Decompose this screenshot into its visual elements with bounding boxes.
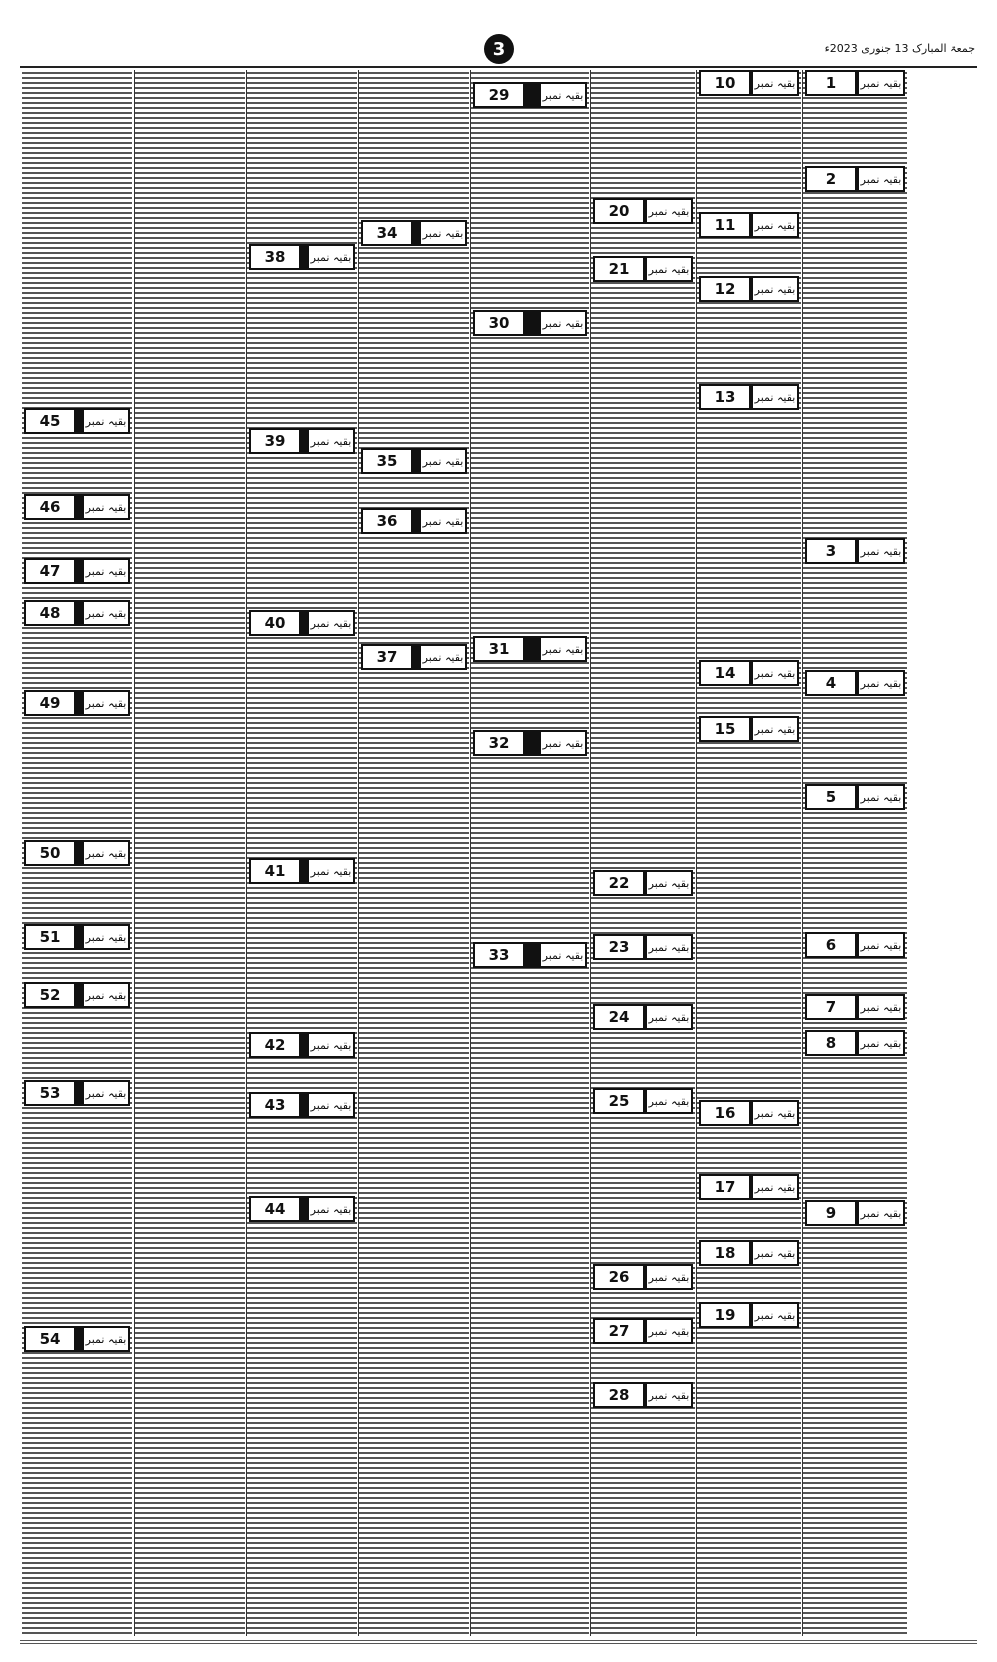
continuation-label: بقیہ نمبر [541, 312, 585, 334]
continuation-box [805, 670, 905, 696]
heading-bar [523, 638, 541, 660]
continuation-label: بقیہ نمبر [647, 1384, 691, 1406]
continuation-box [699, 212, 799, 238]
continuation-box [699, 1302, 799, 1328]
continuation-number: 6 [807, 934, 855, 956]
heading-bar [523, 732, 541, 754]
continuation-number: 44 [251, 1198, 299, 1220]
continuation-number: 34 [363, 222, 411, 244]
continuation-number: 20 [595, 200, 643, 222]
continuation-box [593, 1004, 693, 1030]
heading-bar [74, 496, 84, 518]
heading-bar [411, 222, 421, 244]
continuation-number: 24 [595, 1006, 643, 1028]
continuation-label: بقیہ نمبر [309, 1034, 353, 1056]
continuation-box [593, 1382, 693, 1408]
continuation-label: بقیہ نمبر [309, 430, 353, 452]
continuation-number: 47 [26, 560, 74, 582]
continuation-box [805, 1200, 905, 1226]
continuation-box [473, 942, 587, 968]
continuation-box [593, 1088, 693, 1114]
heading-bar [299, 246, 309, 268]
continuation-label: بقیہ نمبر [84, 1082, 128, 1104]
continuation-label: بقیہ نمبر [859, 934, 903, 956]
heading-bar [299, 1034, 309, 1056]
continuation-box [593, 934, 693, 960]
continuation-number: 14 [701, 662, 749, 684]
continuation-number: 10 [701, 72, 749, 94]
continuation-number: 43 [251, 1094, 299, 1116]
continuation-label: بقیہ نمبر [647, 1266, 691, 1288]
continuation-box [361, 508, 467, 534]
continuation-number: 4 [807, 672, 855, 694]
continuation-label: بقیہ نمبر [421, 646, 465, 668]
continuation-number: 49 [26, 692, 74, 714]
continuation-label: بقیہ نمبر [309, 1094, 353, 1116]
continuation-label: بقیہ نمبر [84, 1328, 128, 1350]
continuation-box [24, 494, 130, 520]
issue-date: جمعۃ المبارک 13 جنوری 2023ء [824, 42, 975, 55]
continuation-number: 45 [26, 410, 74, 432]
continuation-number: 54 [26, 1328, 74, 1350]
page-header [0, 0, 997, 60]
continuation-label: بقیہ نمبر [421, 222, 465, 244]
continuation-label: بقیہ نمبر [647, 872, 691, 894]
continuation-label: بقیہ نمبر [84, 692, 128, 714]
continuation-label: بقیہ نمبر [753, 386, 797, 408]
continuation-label: بقیہ نمبر [309, 246, 353, 268]
continuation-label: بقیہ نمبر [753, 662, 797, 684]
continuation-label: بقیہ نمبر [309, 612, 353, 634]
continuation-label: بقیہ نمبر [859, 72, 903, 94]
continuation-number: 15 [701, 718, 749, 740]
continuation-box [361, 644, 467, 670]
continuation-number: 42 [251, 1034, 299, 1056]
continuation-label: بقیہ نمبر [541, 84, 585, 106]
continuation-label: بقیہ نمبر [84, 496, 128, 518]
continuation-box [593, 870, 693, 896]
heading-bar [74, 1082, 84, 1104]
continuation-number: 21 [595, 258, 643, 280]
continuation-number: 27 [595, 1320, 643, 1342]
continuation-label: بقیہ نمبر [859, 786, 903, 808]
heading-bar [523, 312, 541, 334]
continuation-box [24, 408, 130, 434]
heading-bar [523, 84, 541, 106]
continuation-number: 33 [475, 944, 523, 966]
page-number-badge: 3 [484, 34, 514, 64]
continuation-number: 26 [595, 1266, 643, 1288]
heading-bar [299, 860, 309, 882]
continuation-number: 12 [701, 278, 749, 300]
continuation-number: 53 [26, 1082, 74, 1104]
continuation-number: 39 [251, 430, 299, 452]
continuation-box [699, 276, 799, 302]
top-rule [20, 66, 977, 68]
heading-bar [74, 926, 84, 948]
continuation-box [805, 70, 905, 96]
heading-bar [74, 602, 84, 624]
continuation-box [249, 1092, 355, 1118]
continuation-label: بقیہ نمبر [84, 842, 128, 864]
continuation-label: بقیہ نمبر [647, 258, 691, 280]
continuation-number: 38 [251, 246, 299, 268]
continuation-number: 36 [363, 510, 411, 532]
continuation-label: بقیہ نمبر [84, 560, 128, 582]
continuation-label: بقیہ نمبر [753, 718, 797, 740]
continuation-box [699, 660, 799, 686]
heading-bar [74, 560, 84, 582]
continuation-label: بقیہ نمبر [647, 936, 691, 958]
continuation-box [805, 1030, 905, 1056]
continuation-label: بقیہ نمبر [309, 860, 353, 882]
continuation-number: 37 [363, 646, 411, 668]
continuation-box [249, 244, 355, 270]
continuation-number: 41 [251, 860, 299, 882]
continuation-box [805, 166, 905, 192]
heading-bar [299, 1198, 309, 1220]
continuation-label: بقیہ نمبر [753, 214, 797, 236]
continuation-number: 22 [595, 872, 643, 894]
continuation-box [805, 994, 905, 1020]
continuation-number: 46 [26, 496, 74, 518]
heading-bar [411, 450, 421, 472]
continuation-label: بقیہ نمبر [647, 200, 691, 222]
continuation-label: بقیہ نمبر [647, 1320, 691, 1342]
continuation-number: 50 [26, 842, 74, 864]
continuation-label: بقیہ نمبر [309, 1198, 353, 1220]
continuation-number: 8 [807, 1032, 855, 1054]
continuation-number: 18 [701, 1242, 749, 1264]
continuation-number: 51 [26, 926, 74, 948]
continuation-number: 29 [475, 84, 523, 106]
continuation-label: بقیہ نمبر [753, 1304, 797, 1326]
continuation-number: 35 [363, 450, 411, 472]
text-column [358, 70, 469, 1636]
continuation-number: 16 [701, 1102, 749, 1124]
heading-bar [299, 430, 309, 452]
continuation-label: بقیہ نمبر [421, 510, 465, 532]
continuation-label: بقیہ نمبر [859, 1032, 903, 1054]
heading-bar [74, 1328, 84, 1350]
continuation-box [24, 1080, 130, 1106]
continuation-box [473, 82, 587, 108]
continuation-box [699, 1240, 799, 1266]
text-column [134, 70, 245, 1636]
continuation-box [593, 198, 693, 224]
heading-bar [299, 1094, 309, 1116]
continuation-box [805, 538, 905, 564]
continuation-box [699, 716, 799, 742]
continuation-box [24, 690, 130, 716]
continuation-label: بقیہ نمبر [859, 996, 903, 1018]
continuation-label: بقیہ نمبر [421, 450, 465, 472]
continuation-label: بقیہ نمبر [753, 1176, 797, 1198]
heading-bar [74, 410, 84, 432]
text-column [802, 70, 907, 1636]
continuation-label: بقیہ نمبر [753, 72, 797, 94]
continuation-box [24, 600, 130, 626]
continuation-label: بقیہ نمبر [859, 540, 903, 562]
continuation-number: 31 [475, 638, 523, 660]
continuation-label: بقیہ نمبر [753, 278, 797, 300]
continuation-label: بقیہ نمبر [647, 1090, 691, 1112]
continuation-label: بقیہ نمبر [859, 1202, 903, 1224]
continuation-box [24, 1326, 130, 1352]
continuation-label: بقیہ نمبر [859, 672, 903, 694]
continuation-number: 17 [701, 1176, 749, 1198]
continuation-label: بقیہ نمبر [859, 168, 903, 190]
continuation-box [473, 730, 587, 756]
continuation-number: 28 [595, 1384, 643, 1406]
heading-bar [74, 842, 84, 864]
continuation-label: بقیہ نمبر [84, 984, 128, 1006]
continuation-box [24, 924, 130, 950]
heading-bar [523, 944, 541, 966]
continuation-box [593, 256, 693, 282]
continuation-box [24, 982, 130, 1008]
continuation-label: بقیہ نمبر [84, 602, 128, 624]
continuation-box [361, 448, 467, 474]
continuation-number: 19 [701, 1304, 749, 1326]
continuation-number: 23 [595, 936, 643, 958]
heading-bar [411, 510, 421, 532]
continuation-box [24, 558, 130, 584]
continuation-label: بقیہ نمبر [84, 410, 128, 432]
continuation-label: بقیہ نمبر [84, 926, 128, 948]
heading-bar [299, 612, 309, 634]
continuation-box [249, 428, 355, 454]
heading-bar [411, 646, 421, 668]
continuation-label: بقیہ نمبر [753, 1102, 797, 1124]
continuation-number: 5 [807, 786, 855, 808]
continuation-box [805, 932, 905, 958]
continuation-number: 2 [807, 168, 855, 190]
text-column [470, 70, 589, 1636]
continuation-box [249, 1032, 355, 1058]
continuation-number: 25 [595, 1090, 643, 1112]
continuation-number: 11 [701, 214, 749, 236]
continuation-box [249, 1196, 355, 1222]
continuation-box [699, 1174, 799, 1200]
continuation-number: 30 [475, 312, 523, 334]
text-column [246, 70, 357, 1636]
continuation-number: 1 [807, 72, 855, 94]
continuation-number: 3 [807, 540, 855, 562]
continuation-label: بقیہ نمبر [753, 1242, 797, 1264]
heading-bar [74, 692, 84, 714]
continuation-label: بقیہ نمبر [541, 944, 585, 966]
continuation-box [805, 784, 905, 810]
continuation-number: 7 [807, 996, 855, 1018]
continuation-label: بقیہ نمبر [541, 732, 585, 754]
continuation-box [699, 70, 799, 96]
continuation-number: 13 [701, 386, 749, 408]
text-column [22, 70, 132, 1636]
continuation-box [473, 310, 587, 336]
continuation-box [593, 1318, 693, 1344]
continuation-number: 9 [807, 1202, 855, 1224]
heading-bar [74, 984, 84, 1006]
continuation-box [699, 384, 799, 410]
continuation-number: 32 [475, 732, 523, 754]
continuation-box [473, 636, 587, 662]
continuation-box [361, 220, 467, 246]
continuation-number: 40 [251, 612, 299, 634]
bottom-rule [20, 1640, 977, 1644]
text-column [696, 70, 801, 1636]
continuation-box [593, 1264, 693, 1290]
continuation-number: 52 [26, 984, 74, 1006]
continuation-label: بقیہ نمبر [541, 638, 585, 660]
continuation-number: 48 [26, 602, 74, 624]
continuation-box [699, 1100, 799, 1126]
continuation-box [249, 858, 355, 884]
continuation-box [249, 610, 355, 636]
continuation-box [24, 840, 130, 866]
text-column [590, 70, 695, 1636]
continuation-label: بقیہ نمبر [647, 1006, 691, 1028]
